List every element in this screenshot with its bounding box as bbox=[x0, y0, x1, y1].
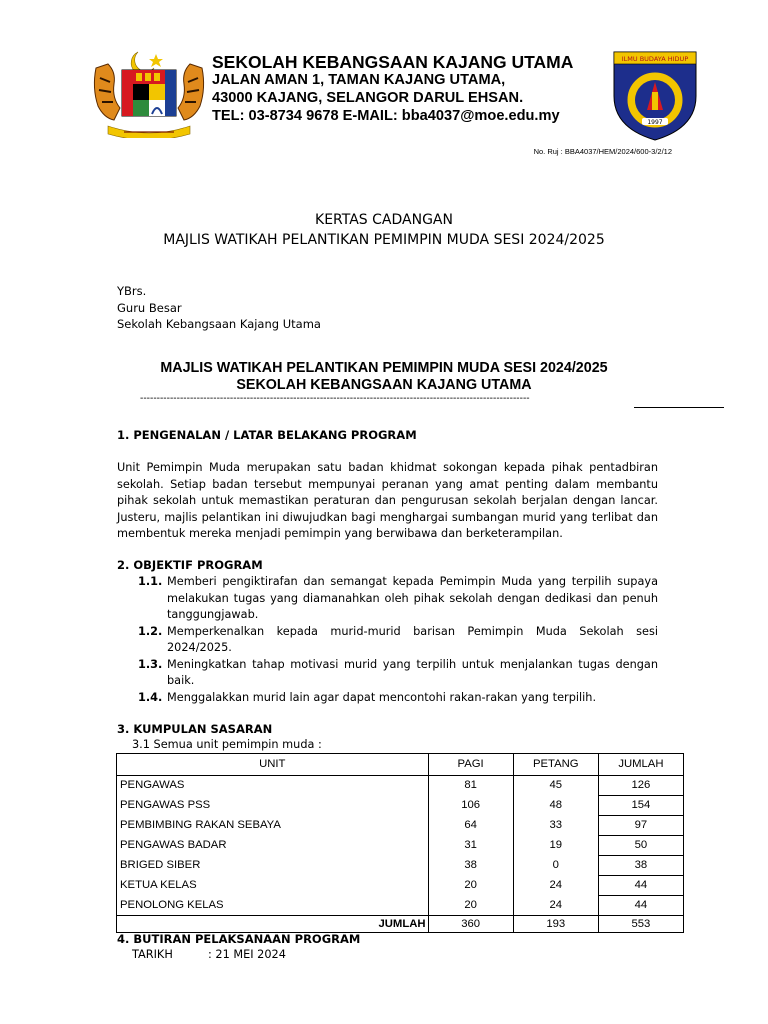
dashed-separator: --------------------------------------------------------------------------------------------------------------------- bbox=[140, 393, 530, 404]
table-total-row bbox=[117, 916, 684, 933]
recipient-block bbox=[117, 283, 321, 333]
cell-unit: PEMBIMBING RAKAN SEBAYA bbox=[117, 816, 429, 836]
main-title bbox=[0, 360, 768, 394]
objective-item bbox=[138, 624, 658, 657]
header-unit: UNIT bbox=[117, 754, 429, 776]
cell-jumlah: 154 bbox=[598, 796, 683, 816]
address-line-1: JALAN AMAN 1, TAMAN KAJANG UTAMA, bbox=[212, 72, 506, 88]
section-3-heading: 3. KUMPULAN SASARAN bbox=[117, 722, 273, 736]
proposal-line-1: KERTAS CADANGAN bbox=[315, 212, 453, 228]
cell-petang: 19 bbox=[513, 836, 598, 856]
cell-unit: KETUA KELAS bbox=[117, 876, 429, 896]
cell-unit: PENGAWAS bbox=[117, 776, 429, 796]
main-title-line-2: SEKOLAH KEBANGSAAN KAJANG UTAMA bbox=[236, 377, 532, 393]
cell-jumlah: 38 bbox=[598, 856, 683, 876]
objective-number: 1.2. bbox=[138, 624, 163, 638]
recipient-school: Sekolah Kebangsaan Kajang Utama bbox=[117, 317, 321, 331]
objective-text: Memberi pengiktirafan dan semangat kepada Pemimpin Muda yang terpilih supaya melakukan tugas yang diamanahkan oleh pihak sekolah dengan dedikasi dan penuh tanggungjawab. bbox=[167, 575, 658, 621]
table-header-row bbox=[117, 754, 684, 776]
objective-item bbox=[138, 574, 658, 624]
separator-rule bbox=[634, 407, 724, 408]
proposal-heading bbox=[0, 210, 768, 250]
cell-jumlah: 97 bbox=[598, 816, 683, 836]
cell-jumlah: 126 bbox=[598, 776, 683, 796]
objectives-list bbox=[138, 574, 658, 706]
table-row bbox=[117, 836, 684, 856]
cell-jumlah: 44 bbox=[598, 876, 683, 896]
cell-pagi: 81 bbox=[428, 776, 513, 796]
total-petang: 193 bbox=[513, 916, 598, 933]
cell-pagi: 38 bbox=[428, 856, 513, 876]
contact-line: TEL: 03-8734 9678 E-MAIL: bba4037@moe.edu.my bbox=[212, 108, 560, 124]
cell-petang: 45 bbox=[513, 776, 598, 796]
school-badge-icon bbox=[610, 48, 700, 142]
cell-jumlah: 50 bbox=[598, 836, 683, 856]
cell-petang: 24 bbox=[513, 896, 598, 916]
cell-jumlah: 44 bbox=[598, 896, 683, 916]
cell-petang: 0 bbox=[513, 856, 598, 876]
table-row bbox=[117, 816, 684, 836]
recipient-salutation: YBrs. bbox=[117, 284, 147, 298]
cell-pagi: 20 bbox=[428, 896, 513, 916]
cell-petang: 24 bbox=[513, 876, 598, 896]
objective-item bbox=[138, 657, 658, 690]
total-label: JUMLAH bbox=[117, 916, 429, 933]
objective-number: 1.3. bbox=[138, 657, 163, 671]
cell-unit: PENGAWAS PSS bbox=[117, 796, 429, 816]
section-3-1-label: 3.1 Semua unit pemimpin muda : bbox=[132, 738, 322, 751]
recipient-title: Guru Besar bbox=[117, 300, 182, 315]
table-row bbox=[117, 876, 684, 896]
section-4-heading: 4. BUTIRAN PELAKSANAAN PROGRAM bbox=[117, 932, 361, 946]
reference-number: No. Ruj : BBA4037/HEM/2024/600-3/2/12 bbox=[533, 147, 672, 156]
table-row bbox=[117, 776, 684, 796]
cell-pagi: 20 bbox=[428, 876, 513, 896]
cell-pagi: 64 bbox=[428, 816, 513, 836]
objective-item bbox=[138, 690, 658, 707]
badge-motto: ILMU BUDAYA HIDUP bbox=[621, 55, 689, 63]
school-name: SEKOLAH KEBANGSAAN KAJANG UTAMA bbox=[212, 52, 574, 72]
header-pagi: PAGI bbox=[428, 754, 513, 776]
cell-petang: 33 bbox=[513, 816, 598, 836]
cell-unit: PENGAWAS BADAR bbox=[117, 836, 429, 856]
address-line-2: 43000 KAJANG, SELANGOR DARUL EHSAN. bbox=[212, 90, 524, 106]
cell-pagi: 31 bbox=[428, 836, 513, 856]
table-row bbox=[117, 856, 684, 876]
header-jumlah: JUMLAH bbox=[598, 754, 683, 776]
badge-year: 1997 bbox=[647, 119, 663, 126]
proposal-line-2: MAJLIS WATIKAH PELANTIKAN PEMIMPIN MUDA SESI 2024/2025 bbox=[163, 232, 605, 248]
cell-unit: BRIGED SIBER bbox=[117, 856, 429, 876]
cell-petang: 48 bbox=[513, 796, 598, 816]
main-title-line-1: MAJLIS WATIKAH PELANTIKAN PEMIMPIN MUDA SESI 2024/2025 bbox=[160, 360, 608, 376]
section-2-heading: 2. OBJEKTIF PROGRAM bbox=[117, 558, 263, 572]
objective-text: Memperkenalkan kepada murid-murid barisan Pemimpin Muda Sekolah sesi 2024/2025. bbox=[167, 624, 658, 654]
malaysia-coat-of-arms-icon bbox=[90, 48, 208, 138]
objective-text: Meningkatkan tahap motivasi murid yang terpilih untuk menjalankan tugas dengan baik. bbox=[167, 657, 658, 687]
cell-unit: PENOLONG KELAS bbox=[117, 896, 429, 916]
date-label: TARIKH bbox=[132, 948, 173, 961]
objective-number: 1.1. bbox=[138, 575, 163, 588]
section-1-body: Unit Pemimpin Muda merupakan satu badan khidmat sokongan kepada pihak pentadbiran sekolah. Setiap badan tersebut mempunyai peranan yang amat penting dalam membantu pihak sekolah untuk memastikan peraturan dan pengurusan sekolah berjalan dengan lancar. Justeru, majlis pelantikan ini diwujudkan bagi menghargai sumbangan murid yang terlibat dan membentuk mereka menjadi pemimpin yang berwibawa dan berketerampilan. bbox=[117, 461, 658, 540]
section-1-heading: 1. PENGENALAN / LATAR BELAKANG PROGRAM bbox=[117, 428, 417, 442]
total-pagi: 360 bbox=[428, 916, 513, 933]
total-jumlah: 553 bbox=[598, 916, 683, 933]
objective-text: Menggalakkan murid lain agar dapat mencontohi rakan-rakan yang terpilih. bbox=[167, 690, 597, 704]
date-value: : 21 MEI 2024 bbox=[208, 948, 286, 961]
target-group-table bbox=[116, 753, 684, 933]
table-row bbox=[117, 796, 684, 816]
header-petang: PETANG bbox=[513, 754, 598, 776]
date-line bbox=[132, 948, 286, 961]
objective-number: 1.4. bbox=[138, 690, 163, 704]
cell-pagi: 106 bbox=[428, 796, 513, 816]
table-row bbox=[117, 896, 684, 916]
